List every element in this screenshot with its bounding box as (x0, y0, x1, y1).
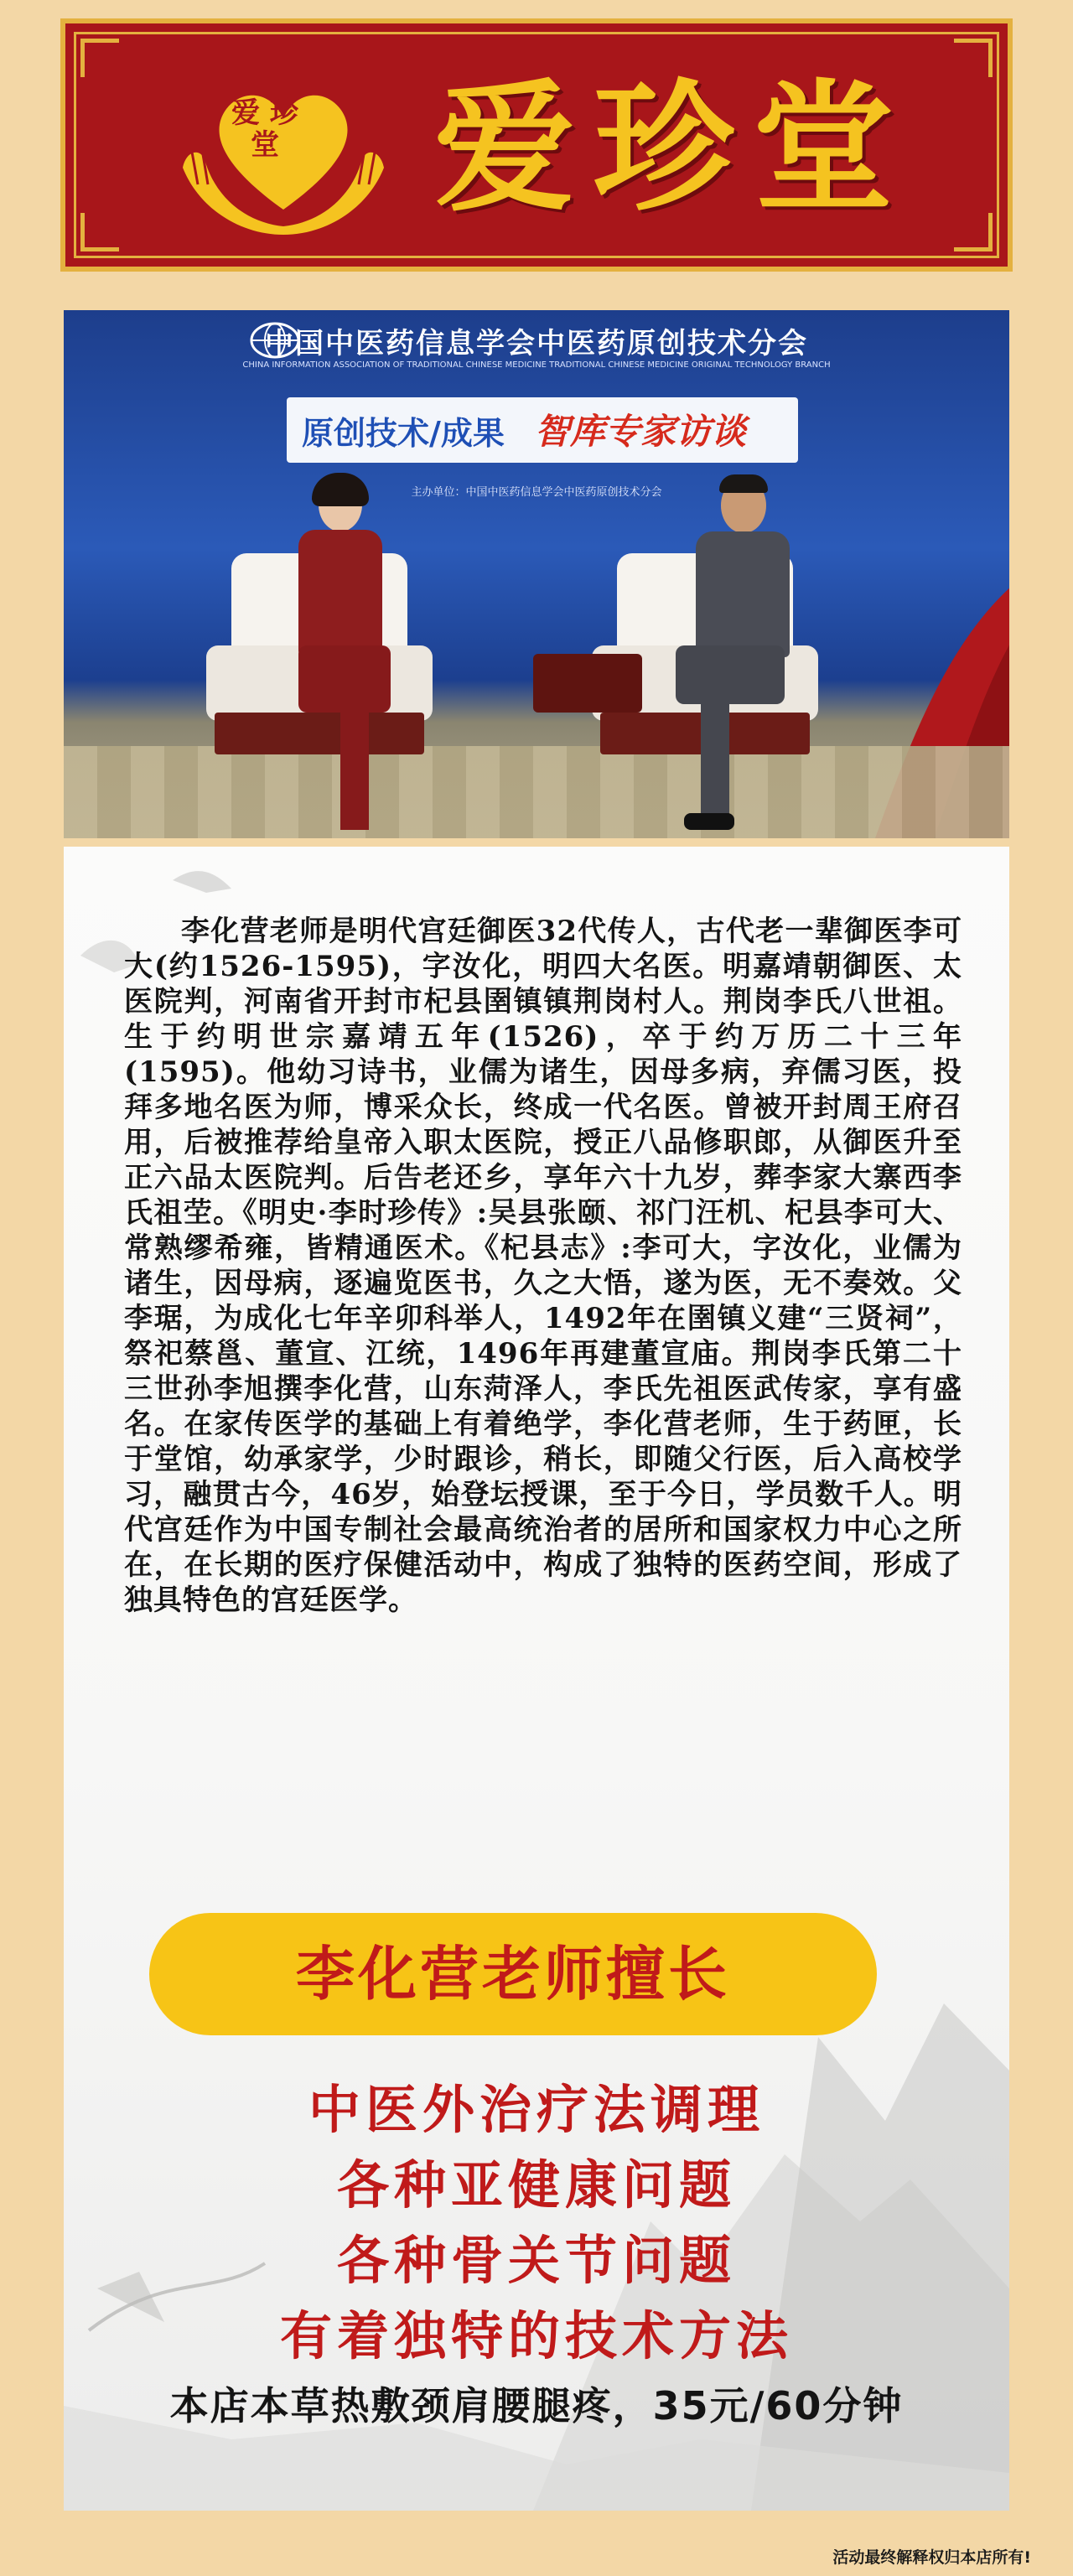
specialty-item: 中医外治疗法调理 (308, 2079, 765, 2140)
org-name-en: CHINA INFORMATION ASSOCIATION OF TRADITIONAL CHINESE MEDICINE TRADITIONAL CHINESE MEDICINE ORIGINAL TECHNOLOGY BRANCH (242, 360, 831, 370)
guest-figure (684, 478, 801, 830)
host-figure (290, 478, 391, 830)
carpet-floor (64, 746, 1009, 838)
corner-ornament (80, 213, 119, 251)
program-title: 原创技术/成果 (302, 414, 505, 452)
bio-paragraph: 李化营老师是明代宫廷御医32代传人，古代老一辈御医李可大(约1526-1595)，字汝化，明四大名医。明嘉靖朝御医、太医院判，河南省开封市杞县圉镇镇荆岗村人。荆岗李氏八世祖。生于约明世宗嘉靖五年(1526)，卒于约万历二十三年(1595)。他幼习诗书，业儒为诸生，因母多病，弃儒习医，投拜多地名医为师，博采众长，终成一代名医。曾被开封周王府召用，后被推荐给皇帝入职太医院，授正八品修职郎，从御医升至正六品太医院判。后告老还乡，享年六十九岁，葬李家大寨西李氏祖茔。《明史·李时珍传》:吴县张颐、祁门汪机、杞县李可大、常熟缪希雍，皆精通医术。《杞县志》:李可大，字汝化，业儒为诸生，因母病，逐遍览医书，久之大悟，遂为医，无不奏效。父李琚，为成化七年辛卯科举人，1492年在圉镇义建“三贤祠”，祭祀蔡邕、董宣、江统，1496年再建董宣庙。荆岗李氏第二十三世孙李旭撰李化营，山东菏泽人，李氏先祖医武传家，享有盛名。在家传医学的基础上有着绝学，李化营老师，生于药匣，长于堂馆，幼承家学，少时跟诊，稍长，即随父行医，后入高校学习，融贯古今，46岁，始登坛授课，至于今日，学员数千人。明代宫廷作为中国专制社会最高统治者的居所和国家权力中心之所在，在长期的医疗保健活动中，构成了独特的医药空间，形成了独具特色的宫廷医学。 (124, 915, 962, 1617)
corner-ornament (954, 213, 993, 251)
logo-text (215, 97, 315, 161)
content-panel (64, 847, 1009, 2511)
side-table (533, 654, 642, 713)
org-name: 中国中医药信息学会中医药原创技术分会 (265, 327, 808, 360)
promo-line: 本店本草热敷颈肩腰腿疼，35元/60分钟 (169, 2383, 904, 2428)
header-banner (60, 18, 1013, 272)
interview-photo (64, 310, 1009, 838)
program-subtitle: 智库专家访谈 (535, 411, 747, 452)
logo-text-line: 爱 珍 (231, 96, 298, 130)
corner-ornament (80, 39, 119, 77)
host-line: 主办单位：中国中医药信息学会中医药原创技术分会 (411, 486, 662, 499)
specialty-item: 有着独特的技术方法 (279, 2305, 793, 2366)
corner-ornament (954, 39, 993, 77)
logo-text-line: 堂 (251, 128, 279, 162)
footer-disclaimer: 活动最终解释权归本店所有! (832, 2548, 1031, 2567)
specialty-item: 各种亚健康问题 (336, 2154, 736, 2216)
specialty-item: 各种骨关节问题 (336, 2230, 736, 2291)
specialty-list (64, 2072, 1009, 2374)
specialty-title: 李化营老师擅长 (149, 1913, 877, 2035)
brand-name: 爱珍堂 (434, 65, 912, 231)
